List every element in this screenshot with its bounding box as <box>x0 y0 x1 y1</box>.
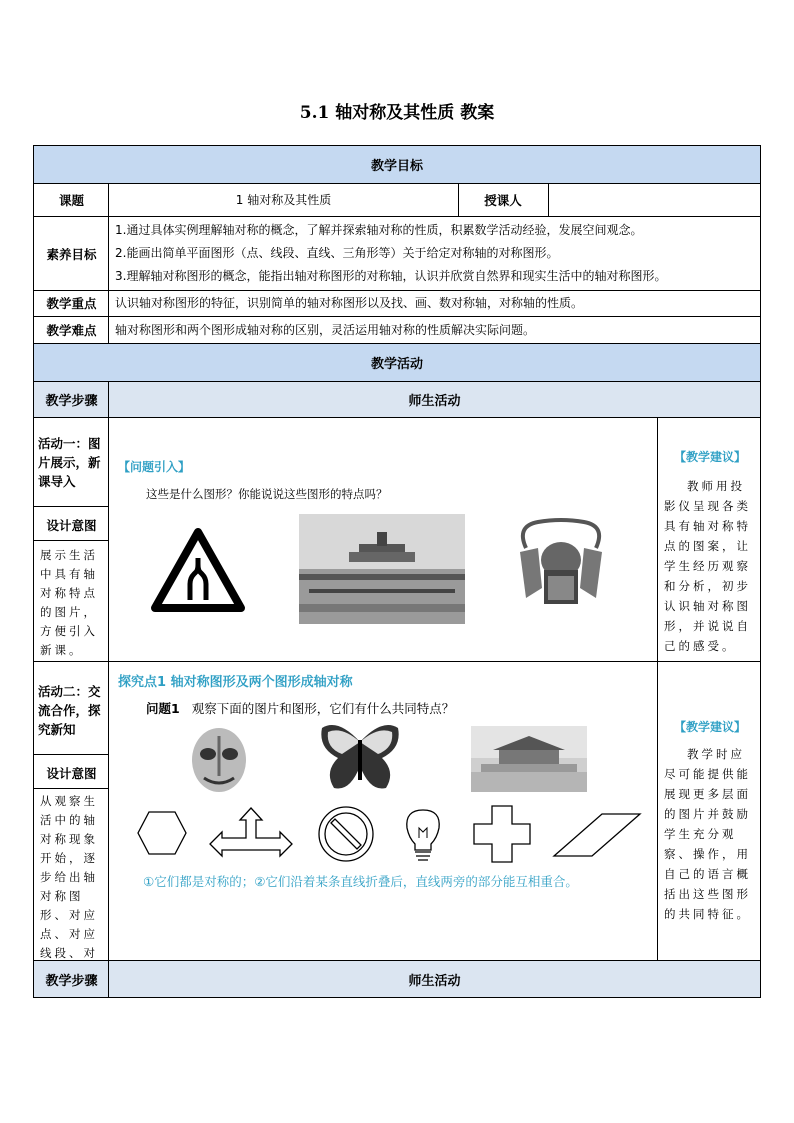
activity1-question: 这些是什么图形？你能说说这些图形的特点吗？ <box>146 487 388 501</box>
activity1-suggestion-tag: 【教学建议】 <box>673 450 746 464</box>
problem-label: 问题1 <box>146 701 180 716</box>
key-label: 教学重点 <box>46 296 97 311</box>
teacher-student-label: 师生活动 <box>109 382 760 417</box>
activity2-name: 活动二：交流合作，探究新知 <box>38 684 101 737</box>
goals-header: 教学目标 <box>34 146 760 183</box>
activity2-design-label: 设计意图 <box>46 766 97 781</box>
course-value-text: 1 轴对称及其性质 <box>235 193 332 207</box>
activity1-intro-tag: 【问题引入】 <box>118 460 191 474</box>
activity2-design-text: 从观察生活中的轴对称现象开始，逐步给出轴对称图形、对应点、对应线段、对 <box>40 794 98 960</box>
footer-teacher-student-label: 师生活动 <box>109 961 760 997</box>
key-value: 认识轴对称图形的特征，识别简单的轴对称图形以及找、画、数对称轴，对称轴的性质。 <box>115 296 584 310</box>
steps-label: 教学步骤 <box>34 382 109 417</box>
literacy-label: 素养目标 <box>46 246 97 262</box>
activity1-name: 活动一：图片展示，新课导入 <box>38 436 101 489</box>
activity2-answer: ①它们都是对称的；②它们沿着某条直线折叠后，直线两旁的部分能互相重合。 <box>143 874 578 889</box>
difficulty-label: 教学难点 <box>46 323 97 338</box>
activity1-design-text: 展示生活中具有轴对称特点的图片，方便引入新课。 <box>40 548 98 657</box>
footer-steps-label: 教学步骤 <box>34 961 109 997</box>
literacy-item: 1.通过具体实例理解轴对称的概念，了解并探索轴对称的性质，积累数学活动经验，发展空间观念。 <box>115 223 643 237</box>
literacy-item: 3.理解轴对称图形的概念，能指出轴对称图形的对称轴，认识并欣赏自然界和现实生活中的轴对称图形。 <box>115 269 667 283</box>
teacher-label: 授课人 <box>484 193 522 208</box>
course-label: 课题 <box>58 193 84 208</box>
problem-text: 观察下面的图片和图形，它们有什么共同特点？ <box>191 701 455 716</box>
activity1-design-label: 设计意图 <box>46 518 97 533</box>
page-title: 5.1 轴对称及其性质 教案 <box>299 103 495 123</box>
activity2-suggestion-tag: 【教学建议】 <box>673 720 746 734</box>
literacy-item: 2.能画出简单平面图形（点、线段、直线、三角形等）关于给定对称轴的对称图形。 <box>115 246 559 260</box>
difficulty-value: 轴对称图形和两个图形成轴对称的区别，灵活运用轴对称的性质解决实际问题。 <box>115 323 536 337</box>
explore-title: 探究点1 轴对称图形及两个图形成轴对称 <box>118 675 353 690</box>
activity2-suggestion-text: 教学时应尽可能提供能展现更多层面的图片并鼓励学生充分观察、操作，用自己的语言概括出这些图形的共同特征。 <box>664 747 751 921</box>
activities-header: 教学活动 <box>34 344 760 381</box>
activity1-suggestion-text: 教师用投影仪呈现各类具有轴对称特点的图案，让学生经历观察和分析，初步认识轴对称图形，并说说自己的感受。 <box>664 479 751 653</box>
